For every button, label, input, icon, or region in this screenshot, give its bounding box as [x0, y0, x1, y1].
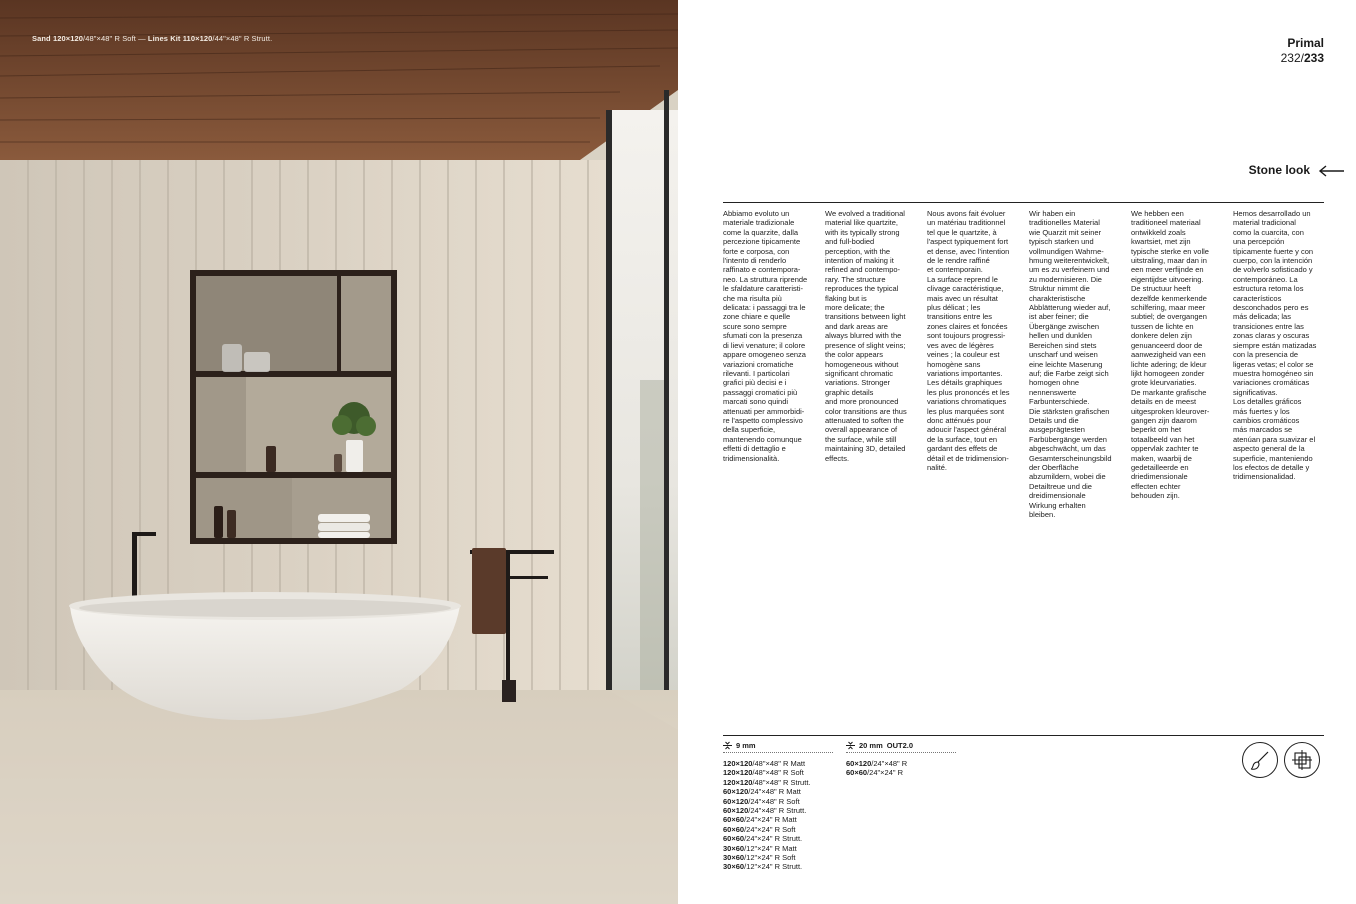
- spec-row: 30×60/12"×24" R Matt: [723, 843, 797, 853]
- installation-icon: [1284, 742, 1320, 778]
- description-nl: We hebben een traditioneel materiaal ontwikkeld zoals kwartsiet, met zijn typische sterke en volle uitstraling, maar dan in een meer verfijnde en eigentijdse uitvoering. De structuur heeft dezelfde kenmerkende schilfering, maar meer subtiel; de overgangen tussen de lichte en donkere delen zijn genuanceerd door de aanwezigheid van een lichte adering; de kleur lijkt homogeen zonder grote kleurvariaties. De markante grafische details en de meest uitgesproken kleurover- gangen zijn daarom beperkt om het totaalbeeld van het oppervlak zachter te maken, waarbij de gedetailleerde en driedimensionale effecten echter behouden zijn.: [1131, 209, 1210, 501]
- spec-row: 120×120/48"×48" R Strutt.: [723, 777, 811, 787]
- section-label: Stone look: [1248, 163, 1310, 177]
- spec-row: 30×60/12"×24" R Soft: [723, 853, 796, 863]
- thickness-icon: [846, 741, 855, 750]
- arrow-left-icon: [1318, 164, 1344, 176]
- bottom-divider: [723, 735, 1324, 736]
- spec-list: [723, 759, 833, 872]
- spec-head: 9 mm: [723, 740, 833, 751]
- spec-row: 60×120/24"×48" R Matt: [723, 787, 801, 797]
- description-fr: Nous avons fait évoluer un matériau traditionnel tel que le quartzite, à l'aspect typiquement fort et dense, avec l'intention de le rendre raffiné et contemporain. La surface reprend le clivage caractéristique, mais avec un résultat plus délicat ; les transitions entre les zones claires et foncées sont toujours progressi- ves avec de légères veines ; la couleur est homogène sans variations importantes. Les détails graphiques les plus prononcés et les variations chromatiques les plus marquées sont donc atténués pour adoucir l'aspect général de la surface, tout en gardant des effets de détail et de tridimension- nalité.: [927, 209, 1010, 472]
- description-de: Wir haben ein traditionelles Material wie Quarzit mit seiner typisch starken und vollmundigen Wahrne- hmung weiterentwickelt, um es zu verfeinern und zu modernisieren. Die Struktur nimmt die charakteristische Abblätterung wieder auf, ist aber feiner; die Übergänge zwischen hellen und dunklen Bereichen sind stets unscharf und weisen eine leichte Maserung auf; die Farbe zeigt sich homogen ohne nennenswerte Farbunterschiede. Die stärksten grafischen Details und die ausgeprägtesten Farbübergänge werden abgeschwächt, um das Gesamterscheinungsbild der Oberfläche abzumildern, wobei die Detailtreue und die dreidimensionale Wirkung erhalten bleiben.: [1029, 209, 1112, 519]
- description-it: Abbiamo evoluto un materiale tradizionale come la quarzite, dalla percezione tipicamente forte e corposa, con l'intento di renderlo raffinato e contempora- neo. La struttura riprende le sfaldature caratteristi- che ma risulta più delicata: i passaggi tra le zone chiare e quelle scure sono sempre sfumati con la presenza di lievi venature; il colore appare omogeneo senza variazioni cromatiche rilevanti. I particolari grafici più decisi e i passaggi cromatici più marcati sono quindi attenuati per ammorbidi- re l'aspetto complessivo della superficie, mantenendo comunque effetti di dettaglio e tridimensionalità.: [723, 209, 808, 463]
- photo-caption: Sand 120×120/48"×48" R Soft — Lines Kit 110×120/44"×48" R Strutt.: [32, 34, 273, 43]
- spec-row: 60×60/24"×24" R Soft: [723, 824, 796, 834]
- section-tag: [1249, 163, 1344, 177]
- spec-head: 20 mm OUT2.0: [846, 740, 956, 751]
- spec-list: [846, 759, 956, 778]
- description-es: Hemos desarrollado un material tradicional como la cuarcita, con una percepción típicamente fuerte y con cuerpo, con la intención de volverlo sofisticado y contemporáneo. La estructura retoma los característicos desconchados pero es más delicada; las transiciones entre las zonas claras y oscuras siempre están matizadas con la presencia de ligeras vetas; el color se muestra homogéneo sin variaciones cromáticas significativas. Los detalles gráficos más fuertes y los cambios cromáticos más marcados se atenúan para suavizar el aspecto general de la superficie, manteniendo los efectos de detalle y tridimensionalidad.: [1233, 209, 1317, 482]
- spec-row: 60×60/24"×24" R Matt: [723, 815, 797, 825]
- top-divider: [723, 202, 1324, 203]
- feature-icons: [1242, 742, 1320, 778]
- description-en: We evolved a traditional material like quartzite, with its typically strong and full-bodied perception, with the intention of making it refined and contempo- rary. The structure reproduces the typical flaking but is more delicate; the transitions between light and dark areas are always blurred with the presence of slight veins; the color appears homogeneous without significant chromatic variations. Stronger graphic details and more pronounced color transitions are thus attenuated to soften the overall appearance of the surface, while still maintaining 3D, detailed effects.: [825, 209, 907, 463]
- spec-row: 120×120/48"×48" R Matt: [723, 759, 806, 768]
- brush-icon: [1242, 742, 1278, 778]
- spec-row: 60×120/24"×48" R Strutt.: [723, 806, 807, 816]
- collection-name: Primal: [1287, 36, 1324, 50]
- spec-row: 60×60/24"×24" R Strutt.: [723, 834, 803, 844]
- page-numbers: 232/233: [1280, 51, 1324, 65]
- spec-row: 30×60/12"×24" R Strutt.: [723, 862, 803, 872]
- spec-9mm: [723, 740, 833, 872]
- spec-row: 120×120/48"×48" R Soft: [723, 768, 804, 778]
- spec-row: 60×120/24"×48" R Soft: [723, 796, 800, 806]
- thickness-icon: [723, 741, 732, 750]
- spec-row: 60×120/24"×48" R: [846, 759, 908, 768]
- spec-20mm: [846, 740, 956, 778]
- page-header: [1281, 36, 1324, 65]
- spec-row: 60×60/24"×24" R: [846, 768, 904, 778]
- description-columns: [723, 209, 1325, 519]
